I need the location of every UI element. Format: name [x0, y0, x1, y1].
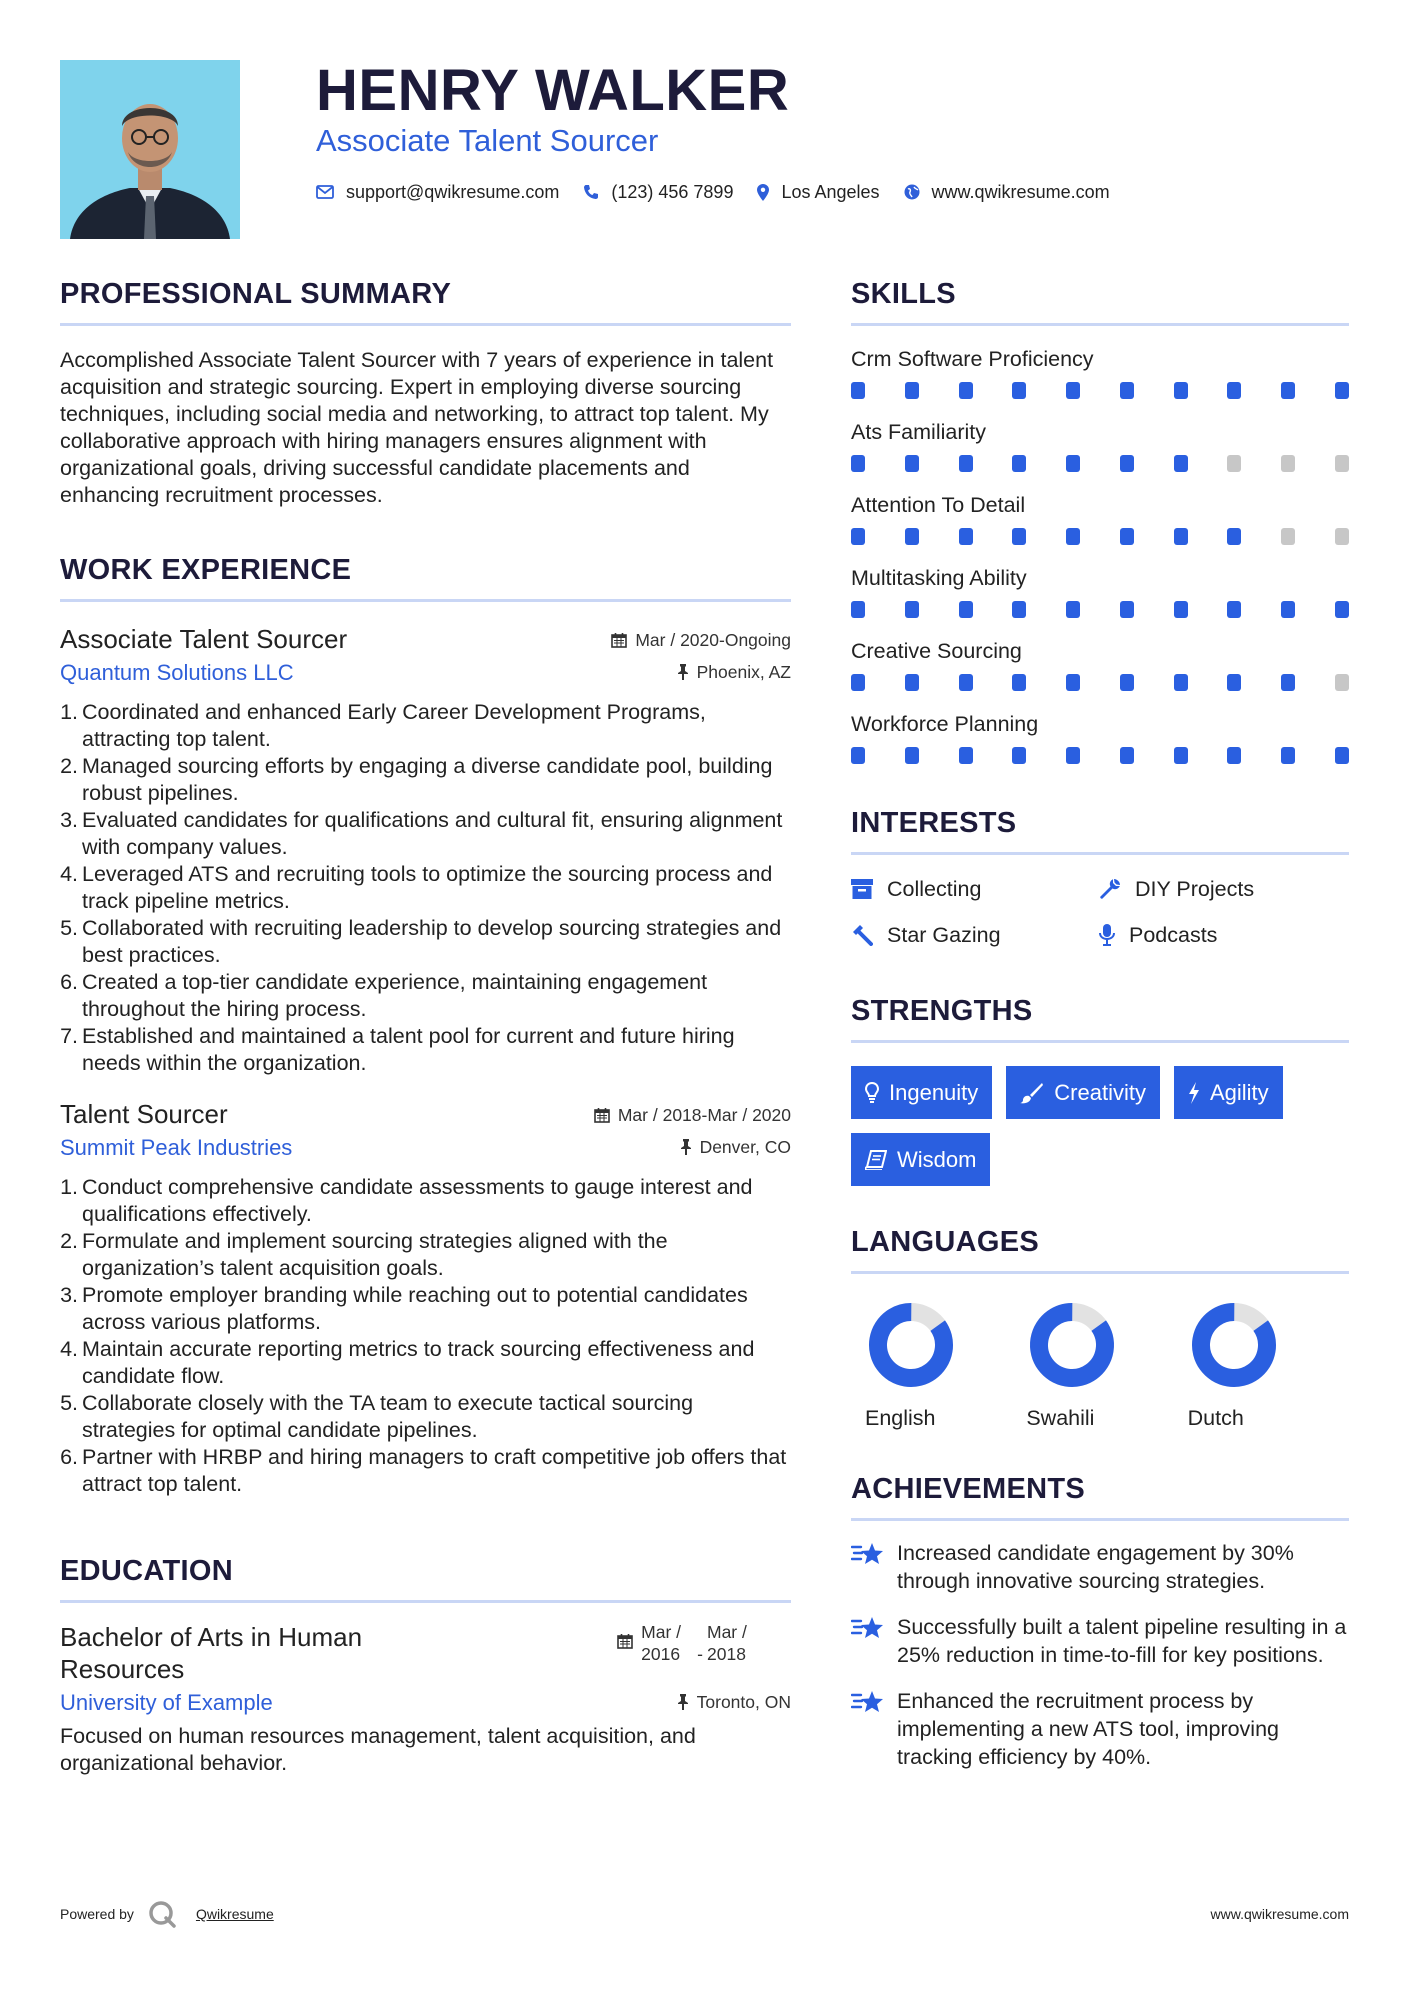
skill-rating: [851, 528, 1349, 545]
achievements-section: [851, 1471, 1349, 1771]
bullet-number: 2.: [60, 754, 78, 778]
interest-item: [1099, 875, 1349, 903]
rating-dot-filled: [851, 455, 865, 472]
skill-name: Multitasking Ability: [851, 566, 1027, 590]
strength-label: Ingenuity: [889, 1079, 979, 1105]
bullet-text: Conduct comprehensive candidate assessments to gauge interest and qualifications effectively.: [82, 1175, 753, 1226]
phone-text: (123) 456 7899: [611, 181, 734, 202]
language-name: Dutch: [1187, 1406, 1244, 1430]
interest-label: Collecting: [887, 877, 982, 901]
rating-dot-filled: [959, 674, 973, 691]
section-title: STRENGTHS: [851, 995, 1033, 1027]
rating-dot-filled: [1120, 528, 1134, 545]
interests-list: [851, 875, 1349, 949]
microphone-icon: [1099, 924, 1115, 946]
strengths-list: [851, 1066, 1349, 1200]
summary-section: [60, 276, 791, 509]
bullet-text: Established and maintained a talent pool for current and future hiring needs within the organization.: [82, 1024, 735, 1075]
job-bullet: [60, 861, 791, 915]
interest-item: [1099, 921, 1349, 949]
bullet-number: 6.: [60, 1445, 78, 1469]
job-bullet: [60, 1390, 791, 1444]
language-proficiency-chart: [1191, 1302, 1277, 1388]
section-divider: [851, 1271, 1349, 1274]
footer-website[interactable]: www.qwikresume.com: [1210, 1906, 1349, 1922]
shooting-star-icon: [851, 1615, 885, 1641]
rating-dot-filled: [1281, 601, 1295, 618]
rating-dot-filled: [851, 674, 865, 691]
map-pin-icon: [757, 184, 769, 201]
rating-dot-filled: [1012, 382, 1026, 399]
powered-by: [60, 1900, 274, 1928]
rating-dot-filled: [1174, 601, 1188, 618]
bullet-number: 1.: [60, 700, 78, 724]
powered-by-label: Powered by: [60, 1906, 134, 1922]
rating-dot-empty: [1335, 455, 1349, 472]
rating-dot-filled: [905, 382, 919, 399]
contact-website[interactable]: [904, 182, 1110, 203]
job-dates: [611, 630, 791, 651]
job-bullet: [60, 699, 791, 753]
job-bullet: [60, 753, 791, 807]
rating-dot-filled: [1174, 528, 1188, 545]
bolt-icon: [1188, 1082, 1200, 1104]
job-bullet: [60, 807, 791, 861]
rating-dot-filled: [1281, 747, 1295, 764]
education-end: Mar / 2018: [707, 1622, 747, 1664]
rating-dot-filled: [1174, 455, 1188, 472]
proficiency-arc: [868, 1302, 954, 1388]
rating-dot-filled: [1120, 455, 1134, 472]
job-bullet: [60, 915, 791, 969]
website-text: www.qwikresume.com: [931, 181, 1110, 202]
calendar-icon: [594, 1107, 610, 1123]
achievements-list: [851, 1539, 1349, 1771]
skill-name: Ats Familiarity: [851, 420, 986, 444]
paintbrush-icon: [1020, 1082, 1044, 1104]
bullet-number: 3.: [60, 1283, 78, 1307]
job-bullet: [60, 1444, 791, 1498]
shooting-star-icon: [851, 1541, 885, 1567]
phone-icon: [583, 184, 599, 200]
language-name: English: [865, 1406, 936, 1430]
rating-dot-filled: [1012, 455, 1026, 472]
rating-dot-filled: [1066, 601, 1080, 618]
job-bullets: [60, 1174, 791, 1498]
skill-item: [851, 638, 1349, 691]
rating-dot-filled: [905, 674, 919, 691]
interest-item: [851, 921, 1099, 949]
rating-dot-filled: [1227, 382, 1241, 399]
rating-dot-empty: [1227, 455, 1241, 472]
education-section: [60, 1553, 791, 1777]
rating-dot-filled: [959, 382, 973, 399]
qwikresume-logo-icon: [148, 1900, 176, 1928]
job-location-text: Phoenix, AZ: [696, 661, 791, 682]
bullet-number: 4.: [60, 862, 78, 886]
achievement-text: Increased candidate engagement by 30% through innovative sourcing strategies.: [897, 1541, 1294, 1593]
section-divider: [851, 1518, 1349, 1521]
language-item: [865, 1302, 1026, 1431]
skill-name: Crm Software Proficiency: [851, 347, 1094, 371]
job-location: [677, 662, 791, 683]
education-dates: [617, 1621, 753, 1665]
rating-dot-filled: [905, 455, 919, 472]
education-date-separator: -: [697, 1644, 703, 1664]
job-location-text: Denver, CO: [699, 1136, 791, 1157]
bullet-number: 3.: [60, 808, 78, 832]
section-title: SKILLS: [851, 278, 956, 310]
rating-dot-filled: [1174, 747, 1188, 764]
section-divider: [60, 599, 791, 602]
skill-name: Creative Sourcing: [851, 639, 1022, 663]
bullet-number: 5.: [60, 916, 78, 940]
globe-icon: [904, 184, 920, 200]
bullet-text: Formulate and implement sourcing strategies aligned with the organization’s talent acquisition goals.: [82, 1229, 668, 1280]
skills-list: [851, 346, 1349, 764]
skill-item: [851, 711, 1349, 764]
rating-dot-filled: [851, 382, 865, 399]
job-dates-text: Mar / 2020-Ongoing: [635, 629, 791, 650]
skill-item: [851, 419, 1349, 472]
job-dates: [594, 1105, 791, 1126]
pushpin-icon: [680, 1139, 692, 1155]
rating-dot-filled: [959, 455, 973, 472]
job-role: Talent Sourcer: [60, 1099, 228, 1129]
rating-dot-filled: [905, 747, 919, 764]
job-bullet: [60, 1336, 791, 1390]
rating-dot-filled: [1066, 455, 1080, 472]
rating-dot-filled: [1066, 674, 1080, 691]
interests-section: [851, 805, 1349, 949]
languages-section: [851, 1224, 1349, 1431]
rating-dot-filled: [1066, 382, 1080, 399]
calendar-icon: [617, 1633, 633, 1649]
strength-label: Wisdom: [897, 1146, 977, 1172]
rating-dot-filled: [1227, 747, 1241, 764]
contact-email[interactable]: [316, 182, 559, 203]
contact-bar: [316, 178, 1134, 206]
job-company[interactable]: Summit Peak Industries: [60, 1135, 293, 1160]
skill-item: [851, 492, 1349, 545]
experience-section: [60, 552, 791, 1498]
bullet-text: Promote employer branding while reaching out to potential candidates across various platforms.: [82, 1283, 748, 1334]
job-location: [680, 1137, 791, 1158]
section-divider: [851, 852, 1349, 855]
rating-dot-empty: [1281, 528, 1295, 545]
rating-dot-empty: [1281, 455, 1295, 472]
section-divider: [60, 323, 791, 326]
section-divider: [851, 1040, 1349, 1043]
job-entry: [60, 623, 791, 1077]
rating-dot-filled: [1012, 528, 1026, 545]
bullet-text: Managed sourcing efforts by engaging a diverse candidate pool, building robust pipelines.: [82, 754, 773, 805]
rating-dot-empty: [1335, 674, 1349, 691]
rating-dot-filled: [851, 601, 865, 618]
proficiency-arc: [1191, 1302, 1277, 1388]
section-title: INTERESTS: [851, 807, 1017, 839]
rating-dot-filled: [851, 528, 865, 545]
language-item: [1026, 1302, 1187, 1431]
achievement-item: [851, 1539, 1349, 1595]
job-bullet: [60, 1174, 791, 1228]
strengths-section: [851, 993, 1349, 1200]
bullet-text: Leveraged ATS and recruiting tools to optimize the sourcing process and track pipeline metrics.: [82, 862, 773, 913]
person-portrait-icon: [60, 60, 240, 239]
section-title: ACHIEVEMENTS: [851, 1473, 1086, 1505]
achievement-item: [851, 1613, 1349, 1669]
rating-dot-filled: [1335, 382, 1349, 399]
rating-dot-filled: [1066, 528, 1080, 545]
job-company[interactable]: Quantum Solutions LLC: [60, 660, 294, 685]
skill-name: Workforce Planning: [851, 712, 1039, 736]
rating-dot-empty: [1335, 528, 1349, 545]
rating-dot-filled: [1120, 674, 1134, 691]
magic-wand-icon: [851, 924, 873, 946]
strength-tag: [851, 1133, 990, 1186]
rating-dot-filled: [1335, 601, 1349, 618]
bullet-text: Coordinated and enhanced Early Career Development Programs, attracting top talent.: [82, 700, 706, 751]
rating-dot-filled: [905, 601, 919, 618]
education-start: Mar / 2016: [641, 1622, 682, 1664]
job-role: Associate Talent Sourcer: [60, 624, 348, 654]
email-text: support@qwikresume.com: [346, 181, 560, 202]
skill-rating: [851, 747, 1349, 764]
language-name: Swahili: [1026, 1406, 1095, 1430]
strength-label: Creativity: [1054, 1079, 1146, 1105]
language-proficiency-chart: [868, 1302, 954, 1388]
interest-label: Podcasts: [1129, 923, 1218, 947]
archive-icon: [851, 879, 873, 899]
job-bullet: [60, 1023, 791, 1077]
language-proficiency-chart: [1029, 1302, 1115, 1388]
bullet-number: 7.: [60, 1024, 78, 1048]
strength-tag: [851, 1066, 992, 1119]
bullet-number: 4.: [60, 1337, 78, 1361]
job-dates-text: Mar / 2018-Mar / 2020: [617, 1104, 791, 1125]
language-item: [1188, 1302, 1349, 1431]
rating-dot-filled: [959, 747, 973, 764]
rating-dot-filled: [959, 601, 973, 618]
achievement-item: [851, 1687, 1349, 1771]
right-column: [851, 276, 1349, 1771]
job-bullet: [60, 969, 791, 1023]
achievement-text: Successfully built a talent pipeline resulting in a 25% reduction in time-to-fill for key positions.: [897, 1615, 1347, 1667]
pushpin-icon: [677, 664, 689, 680]
job-entry: [60, 1098, 791, 1498]
book-icon: [865, 1150, 887, 1170]
envelope-icon: [316, 185, 334, 199]
rating-dot-filled: [851, 747, 865, 764]
bullet-number: 2.: [60, 1229, 78, 1253]
rating-dot-filled: [1012, 674, 1026, 691]
skill-rating: [851, 674, 1349, 691]
full-name: HENRY WALKER: [316, 58, 790, 123]
skill-item: [851, 346, 1349, 399]
skill-rating: [851, 455, 1349, 472]
bullet-text: Evaluated candidates for qualifications and cultural fit, ensuring alignment with company values.: [82, 808, 783, 859]
proficiency-arc: [1029, 1302, 1115, 1388]
job-bullet: [60, 1228, 791, 1282]
section-title: WORK EXPERIENCE: [60, 554, 352, 586]
interest-label: Star Gazing: [887, 923, 1001, 947]
interest-label: DIY Projects: [1135, 877, 1255, 901]
section-title: PROFESSIONAL SUMMARY: [60, 278, 452, 310]
rating-dot-filled: [959, 528, 973, 545]
strength-tag: [1006, 1066, 1160, 1119]
bullet-number: 1.: [60, 1175, 78, 1199]
languages-list: [851, 1302, 1349, 1431]
achievement-text: Enhanced the recruitment process by implementing a new ATS tool, improving tracking efficiency by 40%.: [897, 1689, 1280, 1769]
bullet-text: Collaborated with recruiting leadership to develop sourcing strategies and best practices.: [82, 916, 782, 967]
rating-dot-filled: [1066, 747, 1080, 764]
rating-dot-filled: [1012, 601, 1026, 618]
skills-section: [851, 276, 1349, 764]
contact-location: [757, 182, 879, 203]
contact-phone[interactable]: [583, 182, 733, 203]
pushpin-icon: [677, 1694, 689, 1710]
education-location: [677, 1692, 791, 1713]
bullet-number: 5.: [60, 1391, 78, 1415]
rating-dot-filled: [1227, 528, 1241, 545]
skill-item: [851, 565, 1349, 618]
rating-dot-filled: [1120, 601, 1134, 618]
bullet-number: 6.: [60, 970, 78, 994]
strength-label: Agility: [1209, 1079, 1269, 1105]
school-name[interactable]: University of Example: [60, 1690, 273, 1715]
skill-rating: [851, 601, 1349, 618]
rating-dot-filled: [1335, 747, 1349, 764]
rating-dot-filled: [1174, 674, 1188, 691]
brand-link[interactable]: Qwikresume: [195, 1906, 274, 1922]
rating-dot-filled: [1227, 674, 1241, 691]
rating-dot-filled: [1012, 747, 1026, 764]
shooting-star-icon: [851, 1689, 885, 1715]
rating-dot-filled: [1120, 747, 1134, 764]
location-text: Los Angeles: [781, 181, 880, 202]
interest-item: [851, 875, 1099, 903]
rating-dot-filled: [1281, 382, 1295, 399]
section-divider: [60, 1600, 791, 1603]
education-location-text: Toronto, ON: [696, 1691, 791, 1712]
job-title: Associate Talent Sourcer: [316, 123, 659, 158]
bullet-text: Partner with HRBP and hiring managers to craft competitive job offers that attract top talent.: [82, 1445, 787, 1496]
summary-text: Accomplished Associate Talent Sourcer with 7 years of experience in talent acquisition and strategic sourcing. Expert in employing diverse sourcing techniques, including social media and networking, to attract top talent. My collaborative approach with hiring managers ensures alignment with organizational goals, driving successful candidate placements and enhancing recruitment processes.: [60, 348, 774, 507]
section-divider: [851, 323, 1349, 326]
job-bullets: [60, 699, 791, 1077]
education-description: Focused on human resources management, talent acquisition, and organizational behavior.: [60, 1724, 696, 1775]
bullet-text: Maintain accurate reporting metrics to track sourcing effectiveness and candidate flow.: [82, 1337, 755, 1388]
degree-title: Bachelor of Arts in Human Resources: [60, 1622, 363, 1684]
left-column: [60, 276, 791, 1777]
rating-dot-filled: [1281, 674, 1295, 691]
bullet-text: Collaborate closely with the TA team to execute tactical sourcing strategies for optimal candidate pipelines.: [82, 1391, 694, 1442]
rating-dot-filled: [905, 528, 919, 545]
rating-dot-filled: [1120, 382, 1134, 399]
section-title: EDUCATION: [60, 1555, 233, 1587]
calendar-icon: [611, 632, 627, 648]
wrench-icon: [1099, 878, 1121, 900]
profile-photo: [60, 60, 240, 239]
rating-dot-filled: [1227, 601, 1241, 618]
job-bullet: [60, 1282, 791, 1336]
strength-tag: [1174, 1066, 1283, 1119]
section-title: LANGUAGES: [851, 1226, 1039, 1258]
lightbulb-icon: [865, 1082, 879, 1104]
skill-rating: [851, 382, 1349, 399]
footer: [60, 1900, 1349, 1928]
skill-name: Attention To Detail: [851, 493, 1026, 517]
bullet-text: Created a top-tier candidate experience, maintaining engagement throughout the hiring process.: [82, 970, 708, 1021]
rating-dot-filled: [1174, 382, 1188, 399]
